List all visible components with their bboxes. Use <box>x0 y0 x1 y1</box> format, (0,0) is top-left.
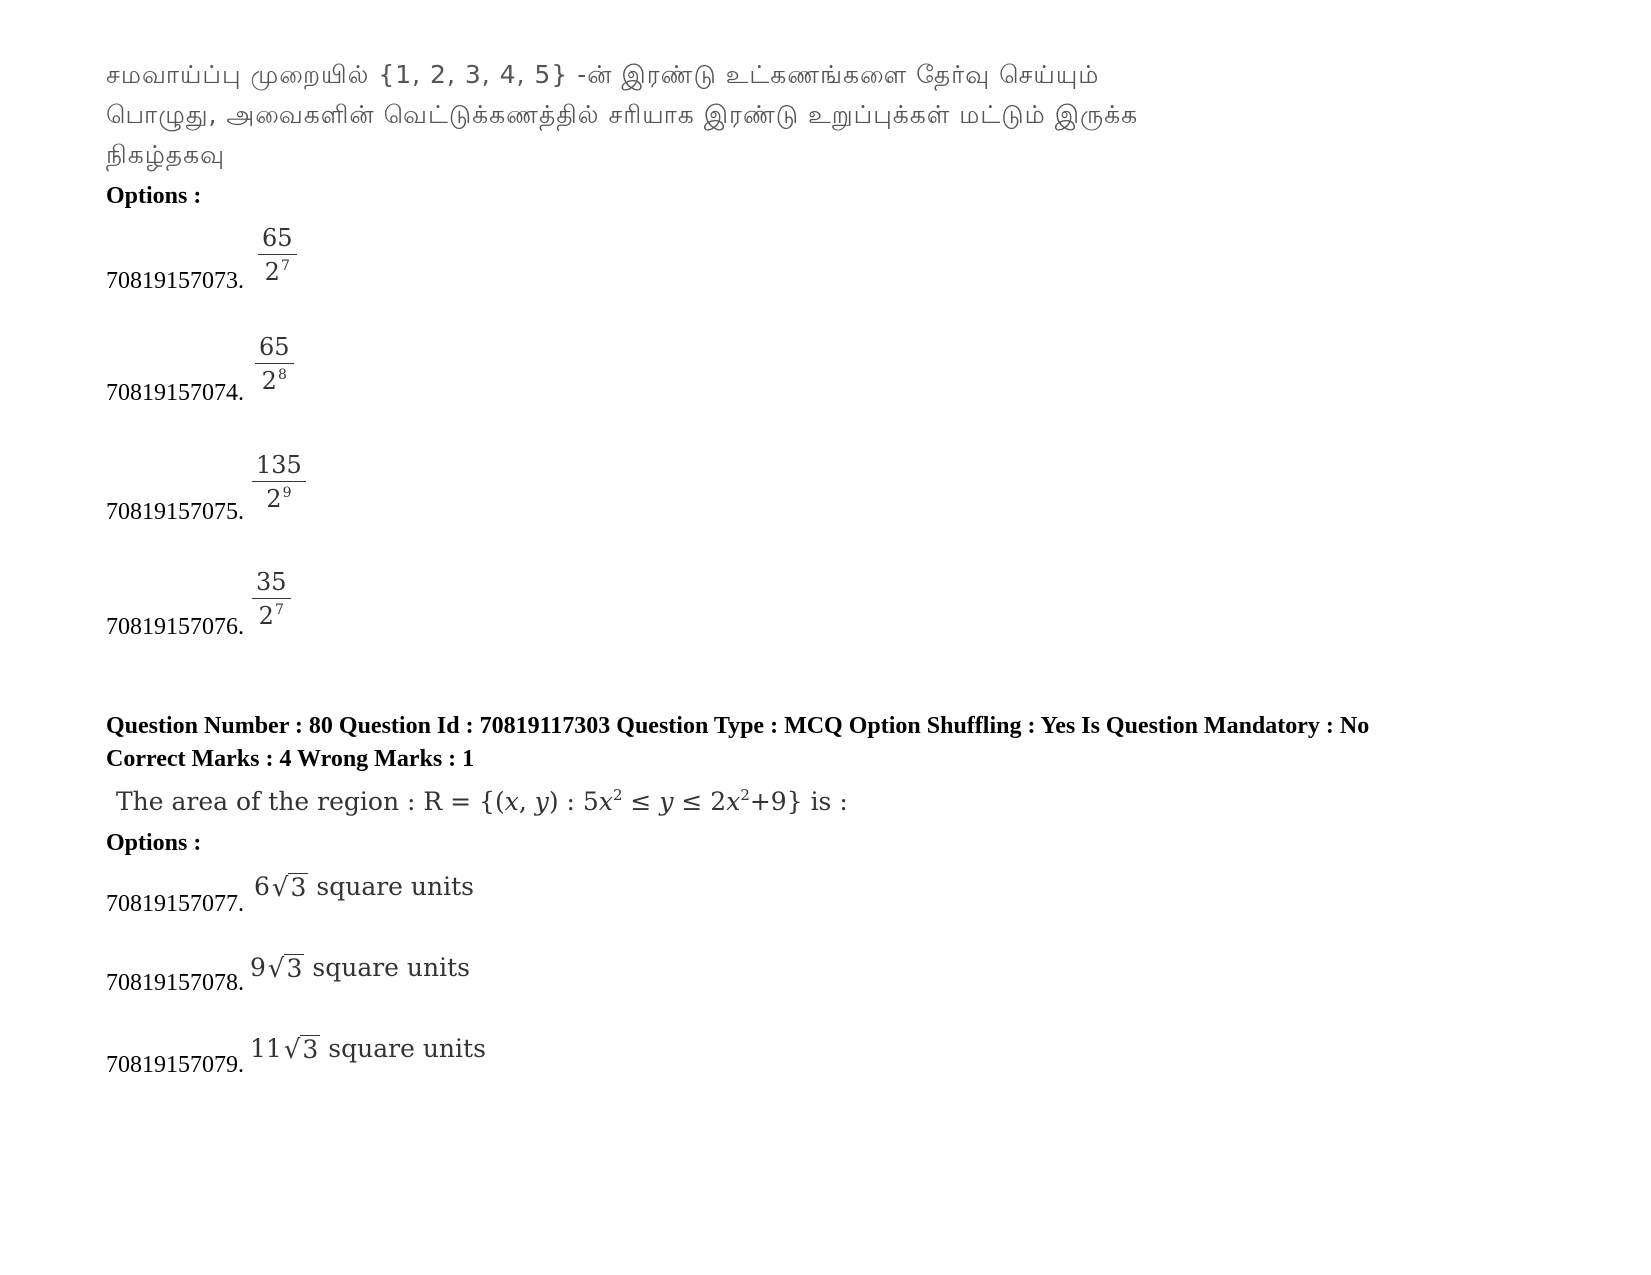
denominator-exponent: 8 <box>277 367 287 383</box>
exponent: 2 <box>740 786 750 804</box>
question-marks: Correct Marks : 4 Wrong Marks : 1 <box>106 746 475 772</box>
var-y: y <box>659 787 674 816</box>
radicand: 3 <box>290 872 307 902</box>
options-label: Options : <box>106 830 202 856</box>
option-id: 70819157076. <box>106 614 244 640</box>
denominator-base: 2 <box>266 485 282 513</box>
denominator-exponent: 7 <box>280 258 290 274</box>
option-answer <box>250 1034 486 1063</box>
option-fraction <box>252 453 306 511</box>
option-id: 70819157078. <box>106 970 244 996</box>
answer-unit: square units <box>316 872 474 901</box>
var-x: x <box>504 787 519 816</box>
option-id: 70819157075. <box>106 499 244 525</box>
fraction-denominator <box>265 255 290 284</box>
denominator-base: 2 <box>258 602 274 630</box>
radicand: 3 <box>302 1034 319 1064</box>
denominator-base: 2 <box>264 258 280 286</box>
var-x: x <box>726 787 741 816</box>
fraction-numerator: 65 <box>255 335 294 364</box>
option-answer <box>254 872 474 901</box>
fraction-numerator: 35 <box>252 570 291 599</box>
options-label: Options : <box>106 183 202 209</box>
fraction-denominator <box>266 482 291 511</box>
radical-icon: √ <box>267 954 285 984</box>
fraction-numerator: 65 <box>258 226 297 255</box>
question-text <box>116 786 848 816</box>
tamil-question-line-1: சமவாய்ப்பு முறையில் {1, 2, 3, 4, 5} -ன் இரண்டு உட்கணங்களை தேர்வு செய்யும் <box>106 60 1100 89</box>
answer-coefficient: 9 <box>250 953 266 982</box>
text-segment: +9} is : <box>749 787 848 816</box>
answer-unit: square units <box>328 1034 486 1063</box>
option-id: 70819157077. <box>106 891 244 917</box>
fraction-numerator: 135 <box>252 453 306 482</box>
var-y: y <box>534 787 549 816</box>
tamil-question-line-2: பொழுது, அவைகளின் வெட்டுக்கணத்தில் சரியாக இரண்டு உறுப்புக்கள் மட்டும் இருக்க <box>106 100 1139 129</box>
radicand: 3 <box>286 953 303 983</box>
denominator-exponent: 9 <box>282 485 292 501</box>
radical-icon: √ <box>271 873 289 903</box>
denominator-base: 2 <box>261 367 277 395</box>
text-segment: ≤ <box>622 787 660 816</box>
denominator-exponent: 7 <box>274 602 284 618</box>
answer-unit: square units <box>312 953 470 982</box>
option-answer <box>250 953 470 982</box>
text-segment: The area of the region : R = {( <box>116 787 505 816</box>
sqrt-symbol <box>268 954 304 983</box>
option-fraction <box>255 335 294 393</box>
text-segment: , <box>518 787 535 816</box>
answer-coefficient: 6 <box>254 872 270 901</box>
option-fraction <box>258 226 297 284</box>
fraction-denominator <box>262 364 287 393</box>
var-x: x <box>598 787 613 816</box>
radical-icon: √ <box>283 1035 301 1065</box>
tamil-question-line-3: நிகழ்தகவு <box>106 140 226 169</box>
sqrt-symbol <box>284 1035 320 1064</box>
option-id: 70819157073. <box>106 268 244 294</box>
fraction-denominator <box>259 599 284 628</box>
option-id: 70819157079. <box>106 1052 244 1078</box>
text-segment: ≤ 2 <box>673 787 727 816</box>
text-segment: ) : 5 <box>548 787 599 816</box>
option-fraction <box>252 570 291 628</box>
exponent: 2 <box>612 786 623 804</box>
question-header: Question Number : 80 Question Id : 70819117303 Question Type : MCQ Option Shuffling : Yes Is Question Mandatory : No <box>106 713 1370 739</box>
option-id: 70819157074. <box>106 380 244 406</box>
answer-coefficient: 11 <box>250 1034 282 1063</box>
sqrt-symbol <box>272 873 308 902</box>
